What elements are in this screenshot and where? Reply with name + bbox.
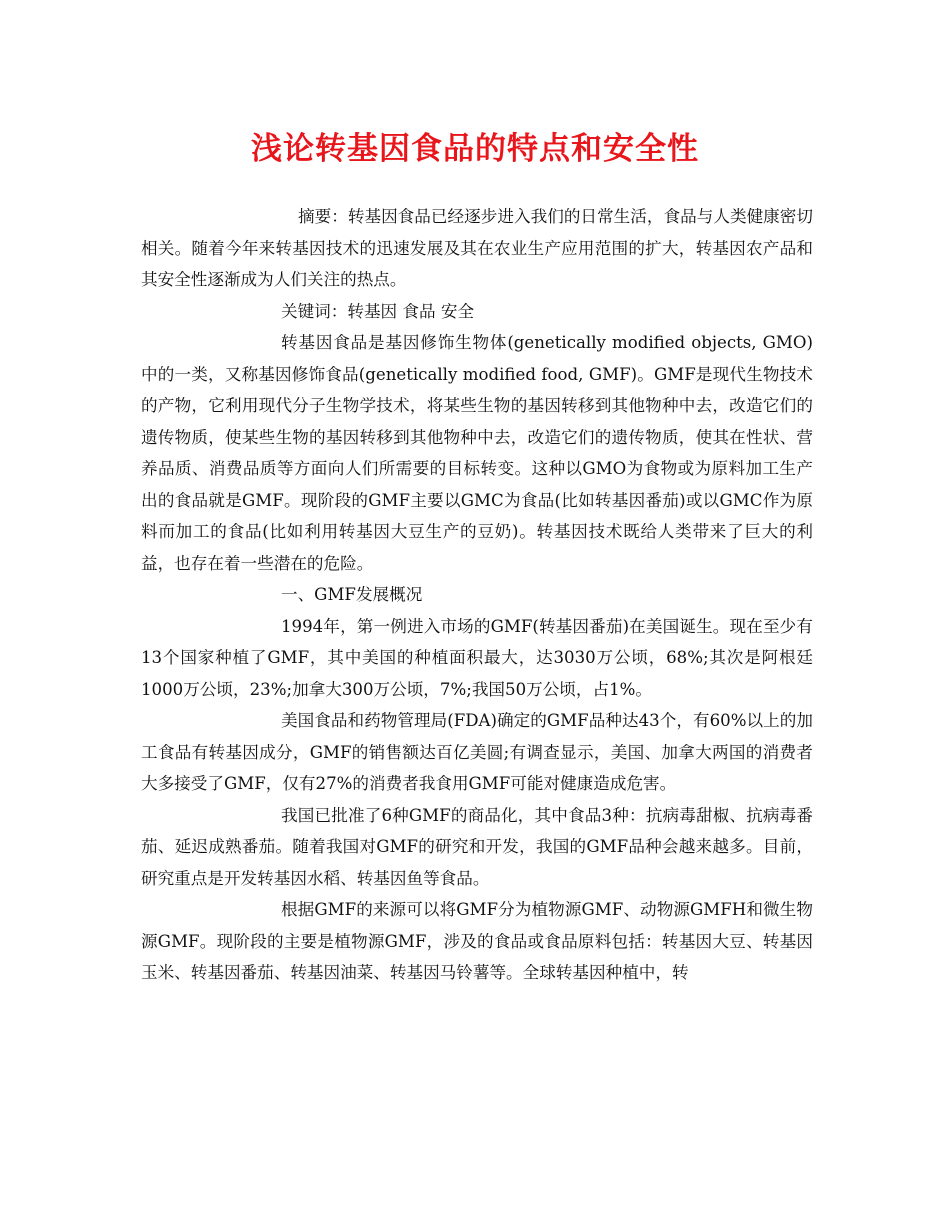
body-paragraph: 根据GMF的来源可以将GMF分为植物源GMF、动物源GMFH和微生物源GMF。现阶段的主要是植物源GMF，涉及的食品或食品原料包括：转基因大豆、转基因玉米、转基因番茄、转基因油菜、转基因马铃薯等。全球转基因种植中，转 bbox=[141, 900, 813, 982]
abstract-paragraph: 摘要：转基因食品已经逐步进入我们的日常生活，食品与人类健康密切相关。随着今年来转基因技术的迅速发展及其在农业生产应用范围的扩大，转基因农产品和其安全性逐渐成为人们关注的热点。 bbox=[141, 207, 813, 289]
keywords-paragraph: 关键词：转基因 食品 安全 bbox=[281, 301, 475, 321]
document-title: 浅论转基因食品的特点和安全性 bbox=[251, 131, 699, 167]
body-paragraph: 1994年，第一例进入市场的GMF(转基因番茄)在美国诞生。现在至少有13个国家种植了GMF，其中美国的种植面积最大，达3030万公顷，68%;其次是阿根廷1000万公顷，23%;加拿大300万公顷，7%;我国50万公顷，占1%。 bbox=[141, 616, 813, 699]
body-paragraph: 我国已批准了6种GMF的商品化，其中食品3种：抗病毒甜椒、抗病毒番茄、延迟成熟番茄。随着我国对GMF的研究和开发，我国的GMF品种会越来越多。目前，研究重点是开发转基因水稻、转基因鱼等食品。 bbox=[141, 805, 813, 888]
body-paragraph: 美国食品和药物管理局(FDA)确定的GMF品种达43个，有60%以上的加工食品有转基因成分，GMF的销售额达百亿美圆;有调查显示，美国、加拿大两国的消费者大多接受了GMF，仅有27%的消费者我食用GMF可能对健康造成危害。 bbox=[141, 711, 813, 793]
document-body bbox=[141, 201, 813, 989]
intro-paragraph: 转基因食品是基因修饰生物体(genetically modified objects, GMO)中的一类，又称基因修饰食品(genetically modified food, GMF)。GMF是现代生物技术的产物，它利用现代分子生物学技术，将某些生物的基因转移到其他物种中去，改造它们的遗传物质，使某些生物的基因转移到其他物种中去，改造它们的遗传物质，使其在性状、营养品质、消费品质等方面向人们所需要的目标转变。这种以GMO为食物或为原料加工生产出的食品就是GMF。现阶段的GMF主要以GMC为食品(比如转基因番茄)或以GMC作为原料而加工的食品(比如利用转基因大豆生产的豆奶)。转基因技术既给人类带来了巨大的利益，也存在着一些潜在的危险。 bbox=[141, 333, 813, 573]
section-heading: 一、GMF发展概况 bbox=[281, 585, 423, 604]
